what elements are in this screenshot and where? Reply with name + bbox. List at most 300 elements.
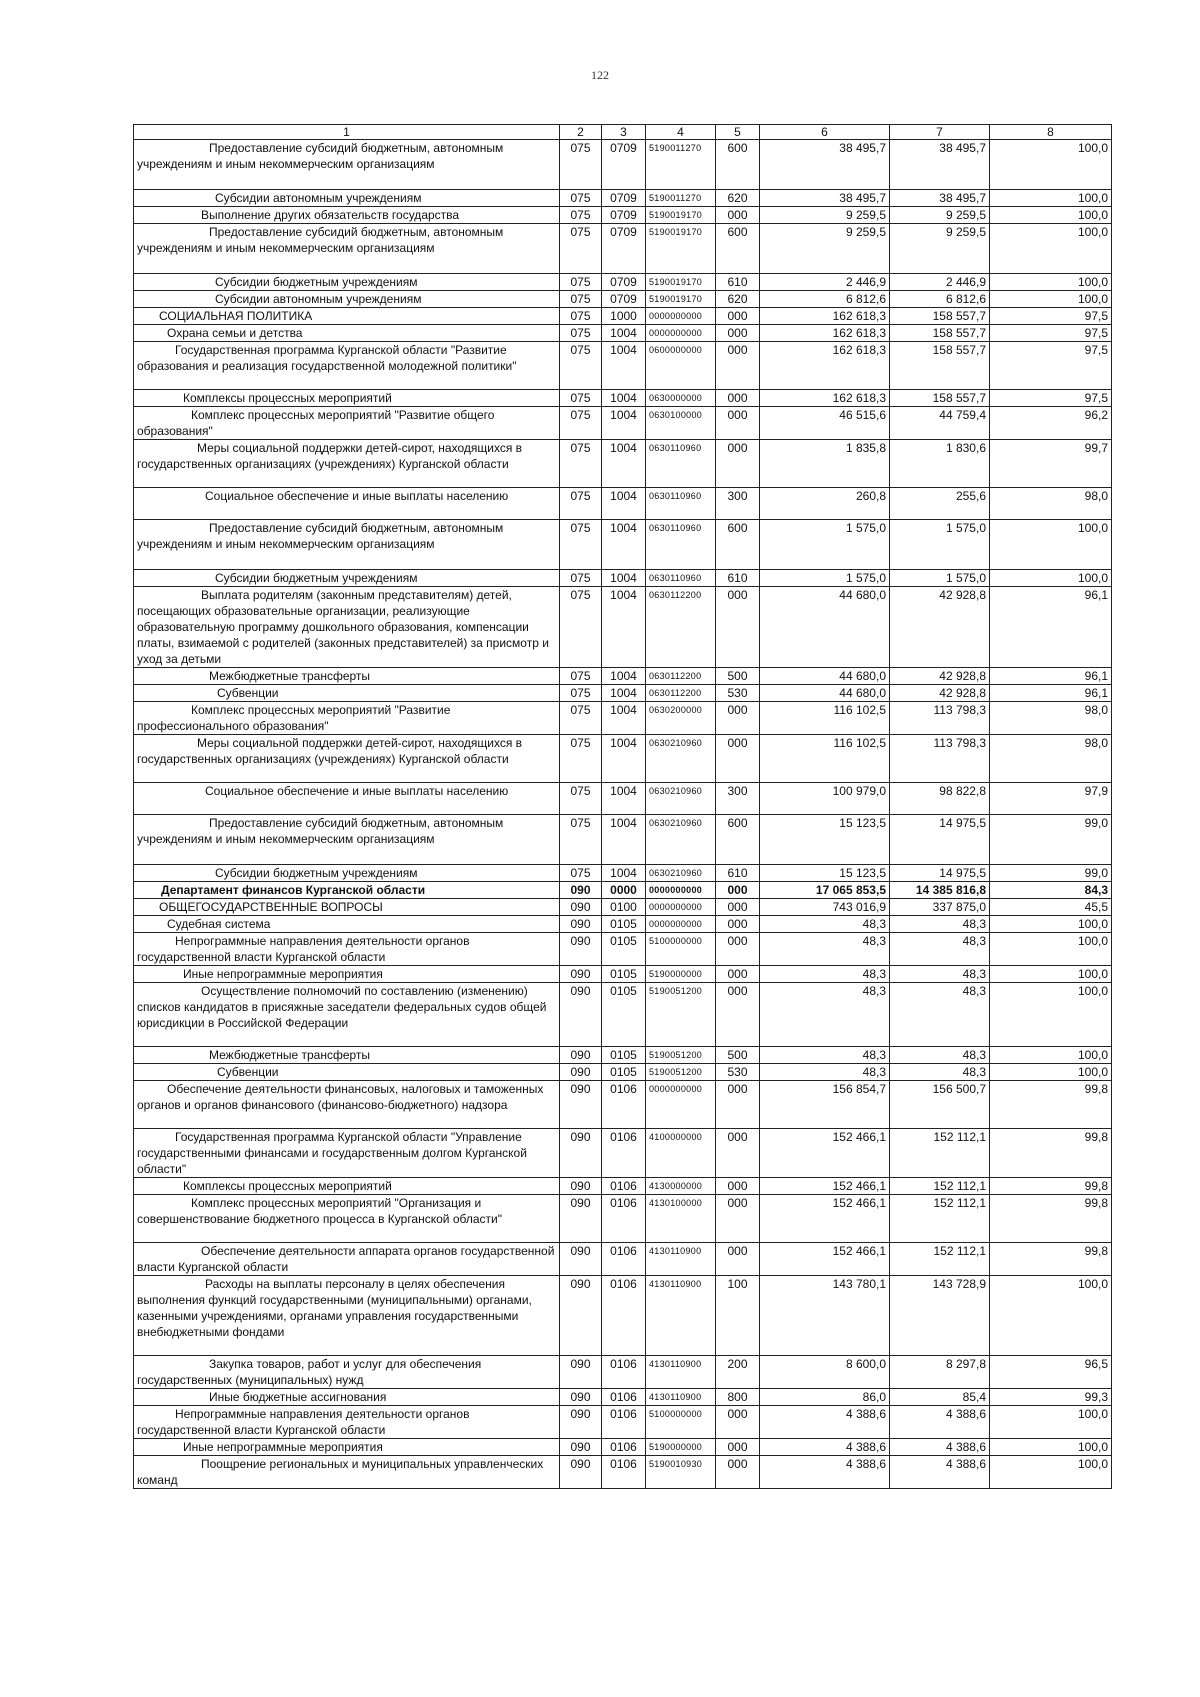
- ministry-code: 090: [560, 1047, 602, 1064]
- actual-amount: 44 759,4: [890, 407, 990, 440]
- target-article-code: 0630210960: [646, 735, 716, 783]
- ministry-code: 075: [560, 308, 602, 325]
- actual-amount: 8 297,8: [890, 1356, 990, 1389]
- actual-amount: 48,3: [890, 933, 990, 966]
- execution-percent: 96,1: [990, 668, 1112, 685]
- target-article-code: 4130110900: [646, 1276, 716, 1356]
- actual-amount: 6 812,6: [890, 291, 990, 308]
- table-row: [134, 342, 1112, 390]
- actual-amount: 42 928,8: [890, 685, 990, 702]
- section-code: 0000: [602, 882, 646, 899]
- planned-amount: 48,3: [760, 983, 890, 1047]
- row-name: Поощрение региональных и муниципальных управленческих команд: [134, 1456, 560, 1489]
- row-name: Выполнение других обязательств государства: [134, 207, 560, 224]
- table-row: [134, 1243, 1112, 1276]
- section-code: 1004: [602, 815, 646, 865]
- target-article-code: 5190019170: [646, 224, 716, 274]
- actual-amount: 152 112,1: [890, 1195, 990, 1243]
- actual-amount: 1 575,0: [890, 570, 990, 587]
- planned-amount: 46 515,6: [760, 407, 890, 440]
- target-article-code: 0630210960: [646, 865, 716, 882]
- actual-amount: 38 495,7: [890, 190, 990, 207]
- ministry-code: 075: [560, 207, 602, 224]
- section-code: 0106: [602, 1456, 646, 1489]
- expense-type-code: 000: [716, 207, 760, 224]
- planned-amount: 116 102,5: [760, 735, 890, 783]
- expense-type-code: 000: [716, 308, 760, 325]
- row-name: Обеспечение деятельности финансовых, налоговых и таможенных органов и органов финансового (финансово-бюджетного) надзора: [134, 1081, 560, 1129]
- planned-amount: 9 259,5: [760, 224, 890, 274]
- expense-type-code: 620: [716, 291, 760, 308]
- ministry-code: 075: [560, 325, 602, 342]
- table-row: [134, 1389, 1112, 1406]
- planned-amount: 143 780,1: [760, 1276, 890, 1356]
- row-name: Иные бюджетные ассигнования: [134, 1389, 560, 1406]
- section-code: 0106: [602, 1195, 646, 1243]
- column-number: 3: [602, 125, 646, 140]
- row-name: Охрана семьи и детства: [134, 325, 560, 342]
- row-name: Социальное обеспечение и иные выплаты населению: [134, 488, 560, 520]
- row-name: Комплекс процессных мероприятий "Организация и совершенствование бюджетного процесса в Курганской области": [134, 1195, 560, 1243]
- actual-amount: 14 385 816,8: [890, 882, 990, 899]
- actual-amount: 48,3: [890, 916, 990, 933]
- row-name: Комплекс процессных мероприятий "Развитие общего образования": [134, 407, 560, 440]
- ministry-code: 090: [560, 933, 602, 966]
- actual-amount: 9 259,5: [890, 224, 990, 274]
- planned-amount: 2 446,9: [760, 274, 890, 291]
- planned-amount: 17 065 853,5: [760, 882, 890, 899]
- table-body: [134, 125, 1112, 1489]
- planned-amount: 1 575,0: [760, 520, 890, 570]
- section-code: 0105: [602, 1047, 646, 1064]
- ministry-code: 075: [560, 520, 602, 570]
- ministry-code: 075: [560, 488, 602, 520]
- section-code: 0105: [602, 983, 646, 1047]
- actual-amount: 113 798,3: [890, 735, 990, 783]
- actual-amount: 9 259,5: [890, 207, 990, 224]
- ministry-code: 090: [560, 1129, 602, 1178]
- execution-percent: 45,5: [990, 899, 1112, 916]
- section-code: 1004: [602, 668, 646, 685]
- target-article-code: 5190051200: [646, 983, 716, 1047]
- execution-percent: 100,0: [990, 291, 1112, 308]
- ministry-code: 075: [560, 783, 602, 815]
- table-row: [134, 685, 1112, 702]
- section-code: 0106: [602, 1356, 646, 1389]
- expense-type-code: 530: [716, 685, 760, 702]
- section-code: 1004: [602, 440, 646, 488]
- ministry-code: 090: [560, 1276, 602, 1356]
- ministry-code: 090: [560, 916, 602, 933]
- row-name: Субсидии автономным учреждениям: [134, 291, 560, 308]
- section-code: 1004: [602, 685, 646, 702]
- table-row: [134, 1356, 1112, 1389]
- row-name: ОБЩЕГОСУДАРСТВЕННЫЕ ВОПРОСЫ: [134, 899, 560, 916]
- table-row: [134, 1406, 1112, 1439]
- execution-percent: 100,0: [990, 1276, 1112, 1356]
- planned-amount: 15 123,5: [760, 815, 890, 865]
- expense-type-code: 000: [716, 916, 760, 933]
- table-row: [134, 1456, 1112, 1489]
- expense-type-code: 000: [716, 1129, 760, 1178]
- section-code: 0709: [602, 190, 646, 207]
- target-article-code: 0630112200: [646, 668, 716, 685]
- expense-type-code: 000: [716, 1243, 760, 1276]
- section-code: 0106: [602, 1406, 646, 1439]
- expense-type-code: 000: [716, 983, 760, 1047]
- actual-amount: 48,3: [890, 1064, 990, 1081]
- section-code: 0106: [602, 1389, 646, 1406]
- planned-amount: 116 102,5: [760, 702, 890, 735]
- expense-type-code: 000: [716, 1178, 760, 1195]
- execution-percent: 96,1: [990, 587, 1112, 668]
- actual-amount: 4 388,6: [890, 1406, 990, 1439]
- target-article-code: 0630210960: [646, 815, 716, 865]
- ministry-code: 090: [560, 1195, 602, 1243]
- column-number: 6: [760, 125, 890, 140]
- table-row: [134, 1276, 1112, 1356]
- expense-type-code: 600: [716, 815, 760, 865]
- planned-amount: 44 680,0: [760, 587, 890, 668]
- section-code: 0106: [602, 1081, 646, 1129]
- row-name: Меры социальной поддержки детей-сирот, находящихся в государственных организациях (учреждениях) Курганской области: [134, 440, 560, 488]
- section-code: 1004: [602, 702, 646, 735]
- target-article-code: 0000000000: [646, 1081, 716, 1129]
- row-name: Иные непрограммные мероприятия: [134, 1439, 560, 1456]
- expense-type-code: 500: [716, 668, 760, 685]
- execution-percent: 99,8: [990, 1243, 1112, 1276]
- section-code: 0105: [602, 933, 646, 966]
- execution-percent: 100,0: [990, 190, 1112, 207]
- row-name: Непрограммные направления деятельности органов государственной власти Курганской области: [134, 933, 560, 966]
- section-code: 1004: [602, 390, 646, 407]
- row-name: Осуществление полномочий по составлению (изменению) списков кандидатов в присяжные заседатели федеральных судов общей юрисдикции в Российской Федерации: [134, 983, 560, 1047]
- actual-amount: 85,4: [890, 1389, 990, 1406]
- target-article-code: 0630110960: [646, 488, 716, 520]
- target-article-code: 5100000000: [646, 933, 716, 966]
- section-code: 1000: [602, 308, 646, 325]
- column-number: 7: [890, 125, 990, 140]
- execution-percent: 100,0: [990, 1456, 1112, 1489]
- planned-amount: 38 495,7: [760, 190, 890, 207]
- section-code: 0709: [602, 140, 646, 190]
- expense-type-code: 000: [716, 899, 760, 916]
- section-code: 0709: [602, 207, 646, 224]
- execution-percent: 99,8: [990, 1178, 1112, 1195]
- table-row: [134, 587, 1112, 668]
- ministry-code: 075: [560, 685, 602, 702]
- target-article-code: 0600000000: [646, 342, 716, 390]
- planned-amount: 162 618,3: [760, 325, 890, 342]
- target-article-code: 5100000000: [646, 1406, 716, 1439]
- table-row: [134, 1178, 1112, 1195]
- section-code: 1004: [602, 587, 646, 668]
- execution-percent: 97,5: [990, 308, 1112, 325]
- section-code: 0100: [602, 899, 646, 916]
- actual-amount: 48,3: [890, 983, 990, 1047]
- target-article-code: 4130110900: [646, 1243, 716, 1276]
- execution-percent: 99,3: [990, 1389, 1112, 1406]
- row-name: Непрограммные направления деятельности органов государственной власти Курганской области: [134, 1406, 560, 1439]
- ministry-code: 075: [560, 274, 602, 291]
- table-row: [134, 1439, 1112, 1456]
- row-name: СОЦИАЛЬНАЯ ПОЛИТИКА: [134, 308, 560, 325]
- target-article-code: 5190051200: [646, 1064, 716, 1081]
- planned-amount: 4 388,6: [760, 1439, 890, 1456]
- page-number: 122: [591, 68, 609, 82]
- target-article-code: 5190051200: [646, 1047, 716, 1064]
- table-row: [134, 570, 1112, 587]
- section-code: 0105: [602, 916, 646, 933]
- planned-amount: 9 259,5: [760, 207, 890, 224]
- table-row: [134, 291, 1112, 308]
- ministry-code: 075: [560, 390, 602, 407]
- table-row: [134, 190, 1112, 207]
- planned-amount: 48,3: [760, 1047, 890, 1064]
- expense-type-code: 530: [716, 1064, 760, 1081]
- execution-percent: 97,9: [990, 783, 1112, 815]
- ministry-code: 075: [560, 440, 602, 488]
- execution-percent: 97,5: [990, 342, 1112, 390]
- ministry-code: 075: [560, 570, 602, 587]
- expense-type-code: 500: [716, 1047, 760, 1064]
- planned-amount: 260,8: [760, 488, 890, 520]
- planned-amount: 1 575,0: [760, 570, 890, 587]
- target-article-code: 0630200000: [646, 702, 716, 735]
- row-name: Комплексы процессных мероприятий: [134, 390, 560, 407]
- table-row: [134, 783, 1112, 815]
- ministry-code: 090: [560, 1243, 602, 1276]
- expense-type-code: 200: [716, 1356, 760, 1389]
- planned-amount: 48,3: [760, 933, 890, 966]
- row-name: Иные непрограммные мероприятия: [134, 966, 560, 983]
- section-code: 0105: [602, 966, 646, 983]
- section-code: 1004: [602, 407, 646, 440]
- ministry-code: 075: [560, 291, 602, 308]
- ministry-code: 090: [560, 1456, 602, 1489]
- execution-percent: 100,0: [990, 933, 1112, 966]
- execution-percent: 99,0: [990, 865, 1112, 882]
- execution-percent: 100,0: [990, 1064, 1112, 1081]
- row-name: Социальное обеспечение и иные выплаты населению: [134, 783, 560, 815]
- actual-amount: 152 112,1: [890, 1243, 990, 1276]
- planned-amount: 86,0: [760, 1389, 890, 1406]
- target-article-code: 5190000000: [646, 966, 716, 983]
- expense-type-code: 610: [716, 865, 760, 882]
- expense-type-code: 000: [716, 587, 760, 668]
- expense-type-code: 100: [716, 1276, 760, 1356]
- target-article-code: 4130000000: [646, 1178, 716, 1195]
- row-name: Государственная программа Курганской области "Развитие образования и реализация государственной молодежной политики": [134, 342, 560, 390]
- expense-type-code: 000: [716, 1406, 760, 1439]
- ministry-code: 075: [560, 407, 602, 440]
- expense-type-code: 000: [716, 882, 760, 899]
- row-name: Субсидии бюджетным учреждениям: [134, 274, 560, 291]
- expense-type-code: 600: [716, 224, 760, 274]
- ministry-code: 090: [560, 1081, 602, 1129]
- table-row: [134, 882, 1112, 899]
- target-article-code: 0000000000: [646, 325, 716, 342]
- actual-amount: 4 388,6: [890, 1456, 990, 1489]
- execution-percent: 100,0: [990, 224, 1112, 274]
- expense-type-code: 000: [716, 933, 760, 966]
- planned-amount: 8 600,0: [760, 1356, 890, 1389]
- target-article-code: 0630112200: [646, 587, 716, 668]
- actual-amount: 337 875,0: [890, 899, 990, 916]
- table-row: [134, 735, 1112, 783]
- actual-amount: 38 495,7: [890, 140, 990, 190]
- table-row: [134, 274, 1112, 291]
- section-code: 0709: [602, 224, 646, 274]
- ministry-code: 090: [560, 1064, 602, 1081]
- expense-type-code: 000: [716, 407, 760, 440]
- ministry-code: 075: [560, 702, 602, 735]
- row-name: Межбюджетные трансферты: [134, 1047, 560, 1064]
- planned-amount: 6 812,6: [760, 291, 890, 308]
- expense-type-code: 800: [716, 1389, 760, 1406]
- table-row: [134, 520, 1112, 570]
- section-code: 1004: [602, 342, 646, 390]
- target-article-code: 0630110960: [646, 520, 716, 570]
- section-code: 0709: [602, 274, 646, 291]
- actual-amount: 1 830,6: [890, 440, 990, 488]
- planned-amount: 44 680,0: [760, 668, 890, 685]
- actual-amount: 158 557,7: [890, 325, 990, 342]
- expense-type-code: 610: [716, 274, 760, 291]
- actual-amount: 152 112,1: [890, 1129, 990, 1178]
- expense-type-code: 000: [716, 325, 760, 342]
- actual-amount: 158 557,7: [890, 342, 990, 390]
- row-name: Предоставление субсидий бюджетным, автономным учреждениям и иным некоммерческим организациям: [134, 520, 560, 570]
- row-name: Обеспечение деятельности аппарата органов государственной власти Курганской области: [134, 1243, 560, 1276]
- planned-amount: 15 123,5: [760, 865, 890, 882]
- table-row: [134, 815, 1112, 865]
- actual-amount: 14 975,5: [890, 815, 990, 865]
- table-row: [134, 1195, 1112, 1243]
- expense-type-code: 000: [716, 390, 760, 407]
- execution-percent: 98,0: [990, 735, 1112, 783]
- execution-percent: 100,0: [990, 1439, 1112, 1456]
- row-name: Субсидии бюджетным учреждениям: [134, 570, 560, 587]
- expense-type-code: 600: [716, 520, 760, 570]
- row-name: Предоставление субсидий бюджетным, автономным учреждениям и иным некоммерческим организациям: [134, 815, 560, 865]
- ministry-code: 090: [560, 899, 602, 916]
- planned-amount: 152 466,1: [760, 1178, 890, 1195]
- expense-type-code: 000: [716, 1456, 760, 1489]
- target-article-code: 0000000000: [646, 308, 716, 325]
- table-row: [134, 1047, 1112, 1064]
- table-row: [134, 1129, 1112, 1178]
- target-article-code: 0000000000: [646, 916, 716, 933]
- row-name: Субвенции: [134, 1064, 560, 1081]
- section-code: 1004: [602, 325, 646, 342]
- target-article-code: 0630210960: [646, 783, 716, 815]
- ministry-code: 090: [560, 983, 602, 1047]
- ministry-code: 075: [560, 815, 602, 865]
- row-name: Комплекс процессных мероприятий "Развитие профессионального образования": [134, 702, 560, 735]
- target-article-code: 0000000000: [646, 899, 716, 916]
- target-article-code: 5190019170: [646, 291, 716, 308]
- execution-percent: 84,3: [990, 882, 1112, 899]
- planned-amount: 44 680,0: [760, 685, 890, 702]
- section-code: 1004: [602, 570, 646, 587]
- execution-percent: 99,8: [990, 1129, 1112, 1178]
- table-row: [134, 865, 1112, 882]
- expense-type-code: 000: [716, 1439, 760, 1456]
- execution-percent: 98,0: [990, 702, 1112, 735]
- actual-amount: 42 928,8: [890, 587, 990, 668]
- column-number: 4: [646, 125, 716, 140]
- table-row: [134, 407, 1112, 440]
- target-article-code: 4130100000: [646, 1195, 716, 1243]
- target-article-code: 4130110900: [646, 1356, 716, 1389]
- target-article-code: 5190011270: [646, 190, 716, 207]
- actual-amount: 14 975,5: [890, 865, 990, 882]
- actual-amount: 42 928,8: [890, 668, 990, 685]
- row-name: Субсидии бюджетным учреждениям: [134, 865, 560, 882]
- execution-percent: 100,0: [990, 966, 1112, 983]
- row-name: Закупка товаров, работ и услуг для обеспечения государственных (муниципальных) нужд: [134, 1356, 560, 1389]
- expense-type-code: 300: [716, 783, 760, 815]
- execution-percent: 100,0: [990, 916, 1112, 933]
- planned-amount: 156 854,7: [760, 1081, 890, 1129]
- table-row: [134, 668, 1112, 685]
- column-number: 1: [134, 125, 560, 140]
- planned-amount: 100 979,0: [760, 783, 890, 815]
- target-article-code: 0630100000: [646, 407, 716, 440]
- ministry-code: 075: [560, 342, 602, 390]
- actual-amount: 158 557,7: [890, 308, 990, 325]
- target-article-code: 0630110960: [646, 570, 716, 587]
- budget-table: [133, 124, 1112, 1489]
- table-row: [134, 207, 1112, 224]
- planned-amount: 162 618,3: [760, 390, 890, 407]
- planned-amount: 162 618,3: [760, 342, 890, 390]
- expense-type-code: 000: [716, 1195, 760, 1243]
- section-code: 1004: [602, 865, 646, 882]
- expense-type-code: 000: [716, 342, 760, 390]
- column-number: 8: [990, 125, 1112, 140]
- column-number: 2: [560, 125, 602, 140]
- ministry-code: 075: [560, 224, 602, 274]
- planned-amount: 152 466,1: [760, 1129, 890, 1178]
- expense-type-code: 610: [716, 570, 760, 587]
- section-code: 0106: [602, 1439, 646, 1456]
- execution-percent: 96,2: [990, 407, 1112, 440]
- expense-type-code: 000: [716, 440, 760, 488]
- ministry-code: 090: [560, 882, 602, 899]
- planned-amount: 162 618,3: [760, 308, 890, 325]
- section-code: 1004: [602, 783, 646, 815]
- target-article-code: 5190019170: [646, 207, 716, 224]
- row-name: Расходы на выплаты персоналу в целях обеспечения выполнения функций государственными (муниципальными) органами, казенными учреждениями, органами управления государственными внебюджетными фондами: [134, 1276, 560, 1356]
- execution-percent: 100,0: [990, 140, 1112, 190]
- target-article-code: 5190019170: [646, 274, 716, 291]
- table-row: [134, 308, 1112, 325]
- section-code: 1004: [602, 520, 646, 570]
- section-code: 1004: [602, 488, 646, 520]
- section-code: 0106: [602, 1243, 646, 1276]
- ministry-code: 090: [560, 1406, 602, 1439]
- section-code: 0106: [602, 1178, 646, 1195]
- target-article-code: 0630112200: [646, 685, 716, 702]
- table-row: [134, 1081, 1112, 1129]
- target-article-code: 5190000000: [646, 1439, 716, 1456]
- planned-amount: 1 835,8: [760, 440, 890, 488]
- ministry-code: 075: [560, 140, 602, 190]
- ministry-code: 090: [560, 966, 602, 983]
- expense-type-code: 300: [716, 488, 760, 520]
